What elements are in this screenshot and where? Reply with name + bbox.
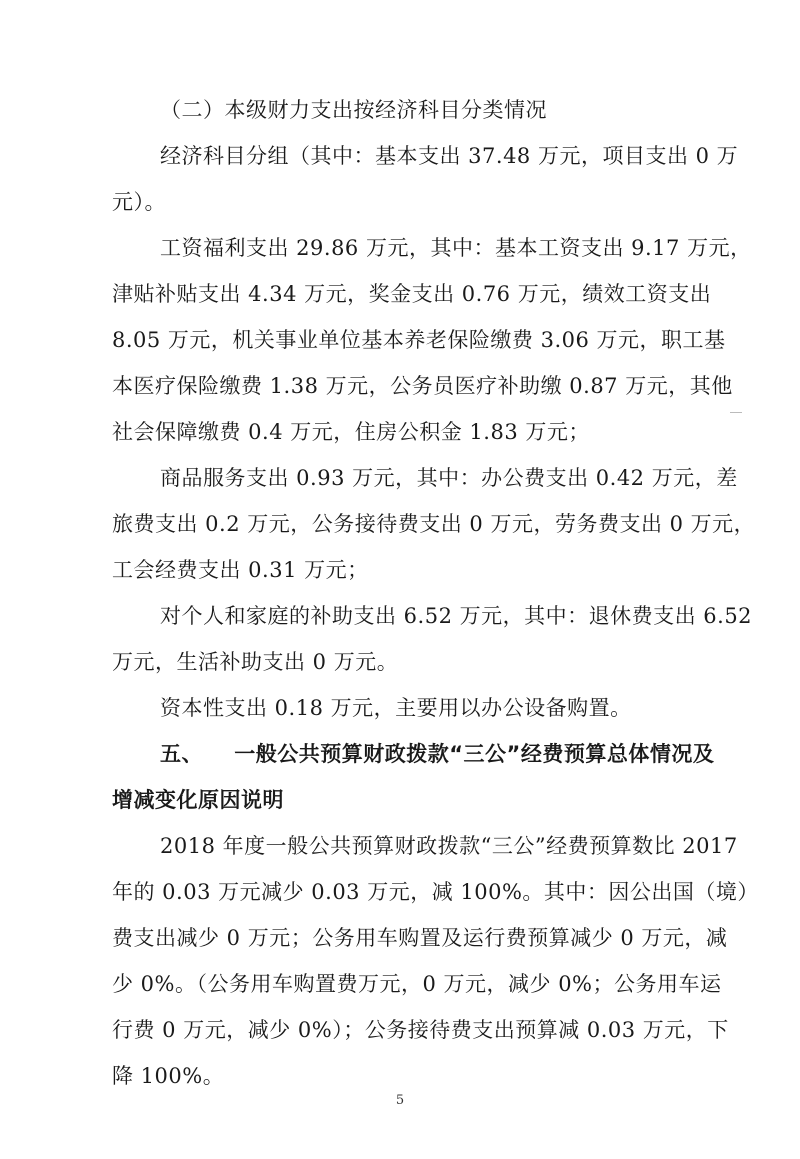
paragraph-line: 8.05 万元，机关事业单位基本养老保险缴费 3.06 万元，职工基 (112, 328, 726, 352)
paragraph-line: 商品服务支出 0.93 万元，其中：办公费支出 0.42 万元，差 (160, 466, 738, 490)
paragraph-line: 本医疗保险缴费 1.38 万元，公务员医疗补助缴 0.87 万元，其他 (112, 374, 733, 398)
section-5-heading-cont: 增减变化原因说明 (112, 788, 284, 812)
paragraph-line: 费支出减少 0 万元；公务用车购置及运行费预算减少 0 万元，减 (112, 926, 728, 950)
paragraph-line: 资本性支出 0.18 万元，主要用以办公设备购置。 (160, 696, 632, 720)
paragraph-line: 年的 0.03 万元减少 0.03 万元，减 100%。其中：因公出国（境） (112, 880, 759, 904)
paragraph-line: 降 100%。 (112, 1064, 225, 1088)
paragraph-line: 工会经费支出 0.31 万元； (112, 558, 369, 582)
section-5-heading: 五、 一般公共预算财政拨款“三公”经费预算总体情况及 (160, 742, 715, 766)
paragraph-line: 行费 0 万元，减少 0%）；公务接待费支出预算减 0.03 万元，下 (112, 1018, 729, 1042)
paragraph-line: 少 0%。（公务用车购置费万元，0 万元，减少 0%；公务用车运 (112, 972, 722, 996)
paragraph-line: 津贴补贴支出 4.34 万元，奖金支出 0.76 万元，绩效工资支出 (112, 282, 712, 306)
page-number: 5 (395, 1093, 405, 1108)
paragraph-line: 旅费支出 0.2 万元，公务接待费支出 0 万元，劳务费支出 0 万元， (112, 512, 756, 536)
paragraph-line: 对个人和家庭的补助支出 6.52 万元，其中：退休费支出 6.52 (160, 604, 753, 628)
paragraph-line: 工资福利支出 29.86 万元，其中：基本工资支出 9.17 万元， (160, 236, 752, 260)
paragraph-line: 社会保障缴费 0.4 万元，住房公积金 1.83 万元； (112, 420, 590, 444)
paragraph-line: 经济科目分组（其中：基本支出 37.48 万元，项目支出 0 万 (160, 144, 739, 168)
section-2-title: （二）本级财力支出按经济科目分类情况 (160, 98, 547, 122)
paragraph-line: 万元，生活补助支出 0 万元。 (112, 650, 399, 674)
paragraph-line: 元）。 (112, 190, 166, 214)
paragraph-line: 2018 年度一般公共预算财政拨款“三公”经费预算数比 2017 (160, 834, 738, 858)
scan-speck (730, 412, 742, 413)
